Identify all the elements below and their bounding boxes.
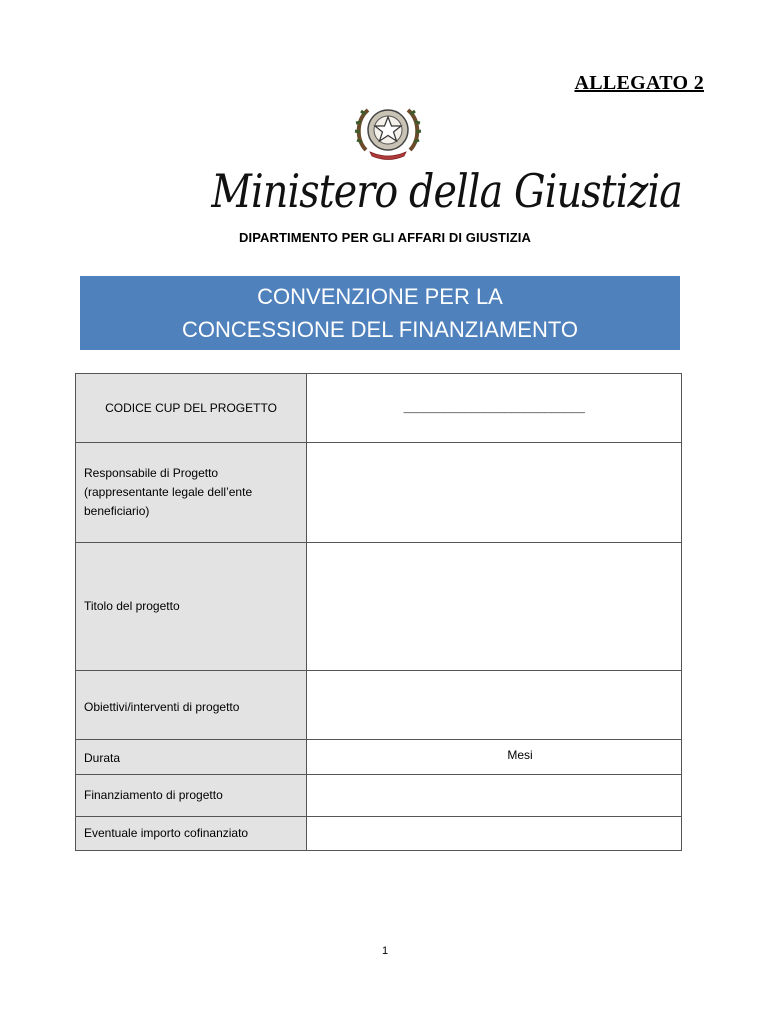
cup-code-blank: ___________________________ xyxy=(403,401,585,416)
page-number: 1 xyxy=(381,945,389,957)
project-objectives-label: Obiettivi/interventi di progetto xyxy=(76,671,307,740)
table-row xyxy=(76,775,682,817)
title-line-1: CONVENZIONE PER LA xyxy=(257,284,503,309)
project-funding-label: Finanziamento di progetto xyxy=(76,775,307,817)
title-line-2: CONCESSIONE DEL FINANZIAMENTO xyxy=(181,317,579,342)
duration-label: Durata xyxy=(76,740,307,775)
project-title-field[interactable] xyxy=(307,543,682,671)
project-form-table xyxy=(75,373,682,851)
table-row xyxy=(76,817,682,851)
cup-code-label: CODICE CUP DEL PROGETTO xyxy=(76,374,307,443)
allegato-heading: ALLEGATO 2 xyxy=(574,72,704,94)
project-manager-label: Responsabile di Progetto (rappresentante legale dell’ente beneficiario) xyxy=(76,443,307,543)
table-row xyxy=(76,443,682,543)
table-row xyxy=(76,671,682,740)
cup-code-field[interactable] xyxy=(307,374,682,443)
table-row xyxy=(76,740,682,775)
cofinanced-amount-field[interactable] xyxy=(307,817,682,851)
table-row xyxy=(76,543,682,671)
ministry-logotype: Ministero della Giustizia xyxy=(211,164,682,218)
document-title-banner xyxy=(80,276,680,350)
table-row xyxy=(76,374,682,443)
duration-field[interactable]: Mesi xyxy=(307,740,682,775)
italian-republic-emblem-icon xyxy=(352,100,424,162)
project-funding-field[interactable] xyxy=(307,775,682,817)
department-name: DIPARTIMENTO PER GLI AFFARI DI GIUSTIZIA xyxy=(239,230,531,245)
project-manager-field[interactable] xyxy=(307,443,682,543)
project-title-label: Titolo del progetto xyxy=(76,543,307,671)
project-objectives-field[interactable] xyxy=(307,671,682,740)
cofinanced-amount-label: Eventuale importo cofinanziato xyxy=(76,817,307,851)
